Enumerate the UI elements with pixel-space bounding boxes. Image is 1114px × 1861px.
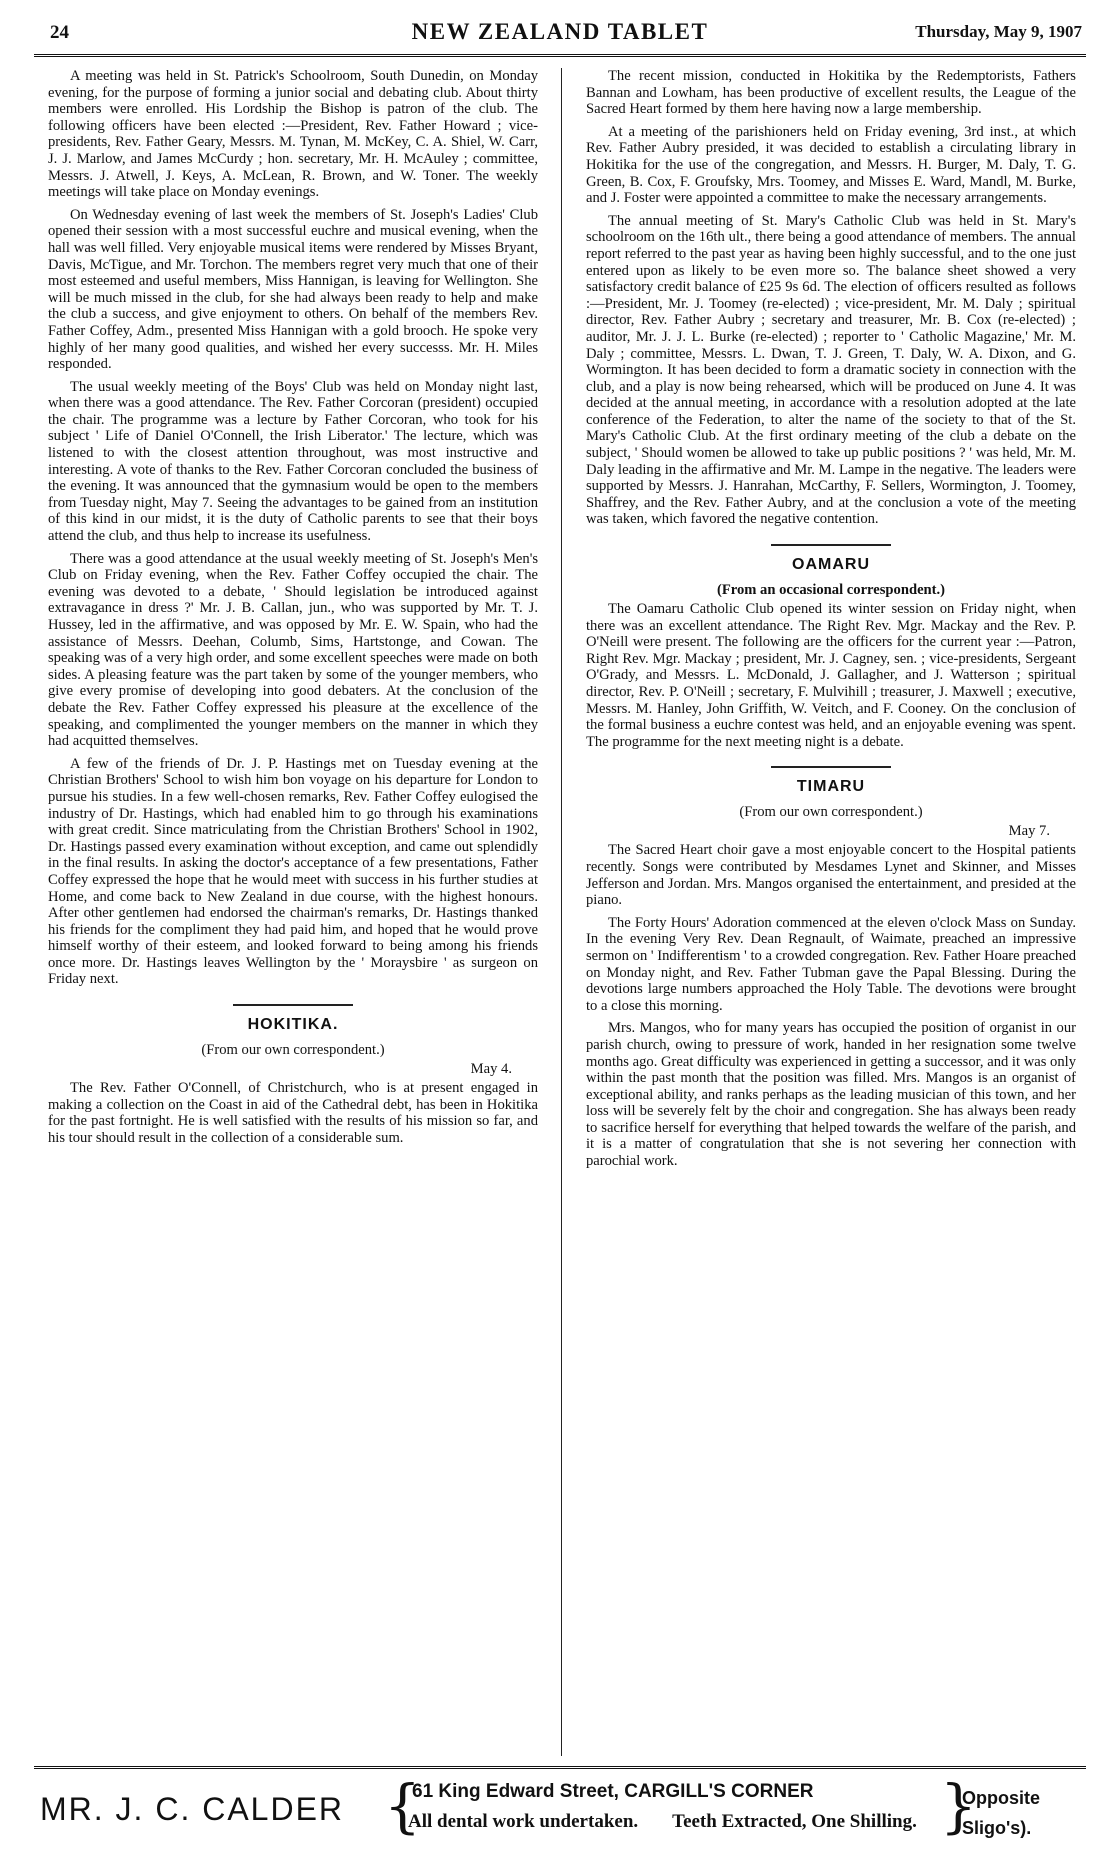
article-paragraph: The Forty Hours' Adoration commenced at the eleven o'clock Mass on Sunday. In the evening Very Rev. Dean Regnault, of Waimate, preached an impressive sermon on ' Indifferentism ' to a crowded congregation. Rev. Father Hoare preached on Monday night, and Rev. Father Tubman gave the Papal Blessing. During the devotions large numbers approached the Holy Table. The devotions were brought to a close this morning. [586,914,1076,1014]
section-dateline: May 4. [470,1061,512,1078]
advertiser-services [408,1811,917,1833]
column-rule [561,68,562,1756]
services-text: All dental work undertaken. [408,1811,639,1832]
section-divider [771,544,891,546]
advertiser-name: MR. J. C. CALDER [40,1791,345,1827]
article-paragraph: On Wednesday evening of last week the members of St. Joseph's Ladies' Club opened their session with a most successful euchre and musical evening, when the hall was well filled. Very enjoyable musical items were rendered by Misses Bryant, Davis, McTigue, and Mr. Torchon. The members regret very much that one of their most esteemed and useful members, Miss Hannigan, is leaving for Wellington. She will be much missed in the club, for she had always been ready to help and make the club a success, and give enjoyment to others. On behalf of the members Rev. Father Coffey, Adm., presented Miss Hannigan with a gold brooch. He spoke very highly of her many good qualities, and wished her every successs. Mr. H. Miles responded. [48,206,538,373]
section-divider [233,1004,353,1006]
left-brace-icon: { [384,1772,421,1840]
article-columns [34,68,1086,1758]
article-paragraph: Mrs. Mangos, who for many years has occupied the position of organist in our parish church, owing to pressure of work, handed in her resignation some twelve months ago. Great difficulty was experienced in getting a successor, and it was only within the past month that the position was filled. Mrs. Mangos is an organist of exceptional ability, and ranks perhaps as the leading musician of this town, and her loss will be severely felt by the choir and congregation. She has always been ready to sacrifice herself for everything that helped towards the welfare of the parish, and it is a matter of congratulation that she is not severing her connection with parochial work. [586,1020,1076,1170]
advertiser-location [962,1783,1040,1843]
advertisement-banner [34,1766,1086,1849]
location-line: Opposite [962,1788,1041,1808]
section-divider [771,766,891,768]
newspaper-title: NEW ZEALAND TABLET [411,19,709,44]
left-column [48,68,538,1152]
article-paragraph: A meeting was held in St. Patrick's Schoolroom, South Dunedin, on Monday evening, for the purpose of forming a junior social and debating club. About thirty members were enrolled. His Lordship the Bishop is patron of the club. The following officers have been elected :—President, Rev. Father Howard ; vice-presidents, Rev. Father Geary, Messrs. M. Tynan, M. McKey, C. A. Shiel, W. Carr, J. J. Marlow, and James McCurdy ; hon. secretary, Mr. H. McAuley ; committee, Messrs. J. Atwell, J. Keys, A. McLean, R. Brown, and W. Toner. The weekly meetings will take place on Monday evenings. [48,68,538,201]
section-dateline: May 7. [1008,823,1050,840]
article-paragraph: The annual meeting of St. Mary's Catholic Club was held in St. Mary's schoolroom on the 16th ult., there being a good attendance of members. The annual report referred to the past year as having been highly successful, and to the one just entered upon as likely to be even more so. The balance sheet showed a very satisfactory credit balance of £25 9s 6d. The election of officers resulted as follows :—President, Mr. J. Toomey (re-elected) ; vice-president, Mr. M. Daly ; spiritual director, Rev. Father Aubry ; secretary and treasurer, Mr. B. Cox (re-elected) ; auditor, Mr. J. J. L. Burke (re-elected) ; reporter to ' Catholic Magazine,' Mr. M. Daly ; committee, Messrs. L. Dwan, T. J. Green, T. Daly, W. A. Dixon, and G. Wormington. It has been decided to form a dramatic society in connection with the club, and a play is now being rehearsed, which will be produced on June 4. It was decided at the annual meeting, in accordance with a resolution adopted at the late conference of the Federation, to alter the name of the society to that of the St. Mary's Catholic Club. At the first ordinary meeting of the club a debate on the subject, ' Should women be allowed to take up public positions ? ' was held, Mr. M. Daly leading in the affirmative and Mr. M. Lampe in the negative. The leaders were supported by Messrs. J. Hanrahan, McCarthy, F. Sellers, Wormington, J. Toomey, Shaffrey, and the Rev. Father Aubry, and at the conclusion a vote of the meeting was taken, which favored the negative contention. [586,212,1076,528]
article-paragraph: At a meeting of the parishioners held on Friday evening, 3rd inst., at which Rev. Father Aubry presided, it was decided to establish a circulating library in Hokitika for the use of the congregation, and Messrs. H. Burger, M. Daly, T. G. Green, B. Cox, F. Groufsky, Mrs. Toomey, and Misses E. Ward, Mandl, M. Burke, and J. Foster were appointed a committee to make the necessary arrangements. [586,123,1076,207]
article-paragraph: The Sacred Heart choir gave a most enjoyable concert to the Hospital patients recently. Songs were contributed by Mesdames Lynet and Skinner, and Misses Jefferson and Jordan. Mrs. Mangos organised the entertainment, and presided at the piano. [586,842,1076,909]
issue-date: Thursday, May 9, 1907 [915,22,1082,41]
article-paragraph: The Rev. Father O'Connell, of Christchurch, who is at present engaged in making a collection on the Coast in aid of the Cathedral debt, has been in Hokitika for the past fortnight. He is well satisfied with the results of his mission so far, and his tour should result in the collection of a considerable sum. [48,1080,538,1146]
article-paragraph: There was a good attendance at the usual weekly meeting of St. Joseph's Men's Club on Friday evening, when the Rev. Father Coffey occupied the chair. The evening was devoted to a debate, ' Should legislation be introduced against extravagance in dress ?' Mr. J. B. Callan, jun., who was supported by Mr. T. J. Hussey, led in the affirmative, and was opposed by Mr. E. W. Spain, who had the assistance of Messrs. Deehan, Columb, Sims, Hartstonge, and Cowan. The speaking was of a very high order, and some excellent speeches were made on both sides. A pleasing feature was the part taken by some of the younger members, who give every promise of developing into good debaters. At the conclusion of the debate the Rev. Father Coffey expressed his pleasure at the excellence of the speaking, and complimented the younger members on the manner in which they had acquitted themselves. [48,550,538,750]
masthead [34,18,1086,57]
article-paragraph: The recent mission, conducted in Hokitika by the Redemptorists, Fathers Bannan and Lowham, has been productive of excellent results, the League of the Sacred Heart formed by them here having now a large membership. [586,68,1076,118]
page-number: 24 [50,22,69,43]
article-paragraph: A few of the friends of Dr. J. P. Hastings met on Tuesday evening at the Christian Brothers' School to wish him bon voyage on his departure for London to pursue his studies. In a few well-chosen remarks, Rev. Father Coffey eulogised the industry of Dr. Hastings, which had enabled him to go through his examinations with great credit. Since matriculating from the Christian Brothers' School in 1902, Dr. Hastings passed every examination without exception, and came out splendidly in the final results. In asking the doctor's acceptance of a few presentations, Father Coffey expressed the hope that he would meet with success in his further studies at Home, and come back to New Zealand in due course, with the highest honours. After other gentlemen had endorsed the chairman's remarks, Dr. Hastings thanked his friends for the compliment they had paid him, and hoped that he would prove himself worthy of their esteem, and looked forward to being among his friends once more. Dr. Hastings leaves Wellington by the ' Moraysbire ' as surgeon on Friday next. [48,755,538,988]
article-paragraph: The usual weekly meeting of the Boys' Club was held on Monday night last, when there was a good attendance. The Rev. Father Corcoran (president) occupied the chair. The programme was a lecture by Father Corcoran, who took for his subject ' Life of Daniel O'Connell, the Irish Liberator.' The lecture, which was listened to with the closest attention throughout, was most instructive and interesting. A vote of thanks to the Rev. Father Corcoran concluded the business of the evening. It was announced that the gymnasium would be open to the members from Tuesday night, May 7. Seeing the advantages to be gained from an institution of this kind in our midst, it is the duty of Catholic parents to see that their boys attend the club, and thus help to increase its usefulness. [48,378,538,545]
location-line: Sligo's). [962,1818,1032,1838]
section-byline: (From our own correspondent.) [201,1042,385,1059]
right-brace-icon: } [940,1772,977,1840]
right-column [586,68,1076,1176]
section-byline: (From an occasional correspondent.) [716,582,946,599]
section-heading-timaru: TIMARU [796,778,866,796]
extraction-text: Teeth Extracted, One Shilling. [672,1811,917,1832]
section-byline: (From our own correspondent.) [739,804,923,821]
advertiser-address: 61 King Edward Street, CARGILL'S CORNER [412,1781,814,1802]
article-paragraph: The Oamaru Catholic Club opened its winter session on Friday night, when there was an excellent attendance. The Right Rev. Mgr. Mackay and the Rev. P. O'Neill were present. The following are the officers for the current year :—Patron, Right Rev. Mgr. Mackay ; president, Mr. J. Cagney, sen. ; vice-presidents, Sergeant O'Grady, and Messrs. L. McDonald, J. Gallagher, and J. Watterson ; spiritual director, Rev. P. O'Neill ; secretary, F. Mulvihill ; treasurer, J. Maxwell ; executive, Messrs. M. Hanley, John Griffith, W. Veitch, and F. Cooney. On the conclusion of the formal business a euchre contest was held, and an enjoyable evening was spent. The programme for the next meeting night is a debate. [586,601,1076,750]
section-heading-oamaru: OAMARU [792,556,870,574]
section-heading-hokitika: HOKITIKA. [247,1016,339,1034]
